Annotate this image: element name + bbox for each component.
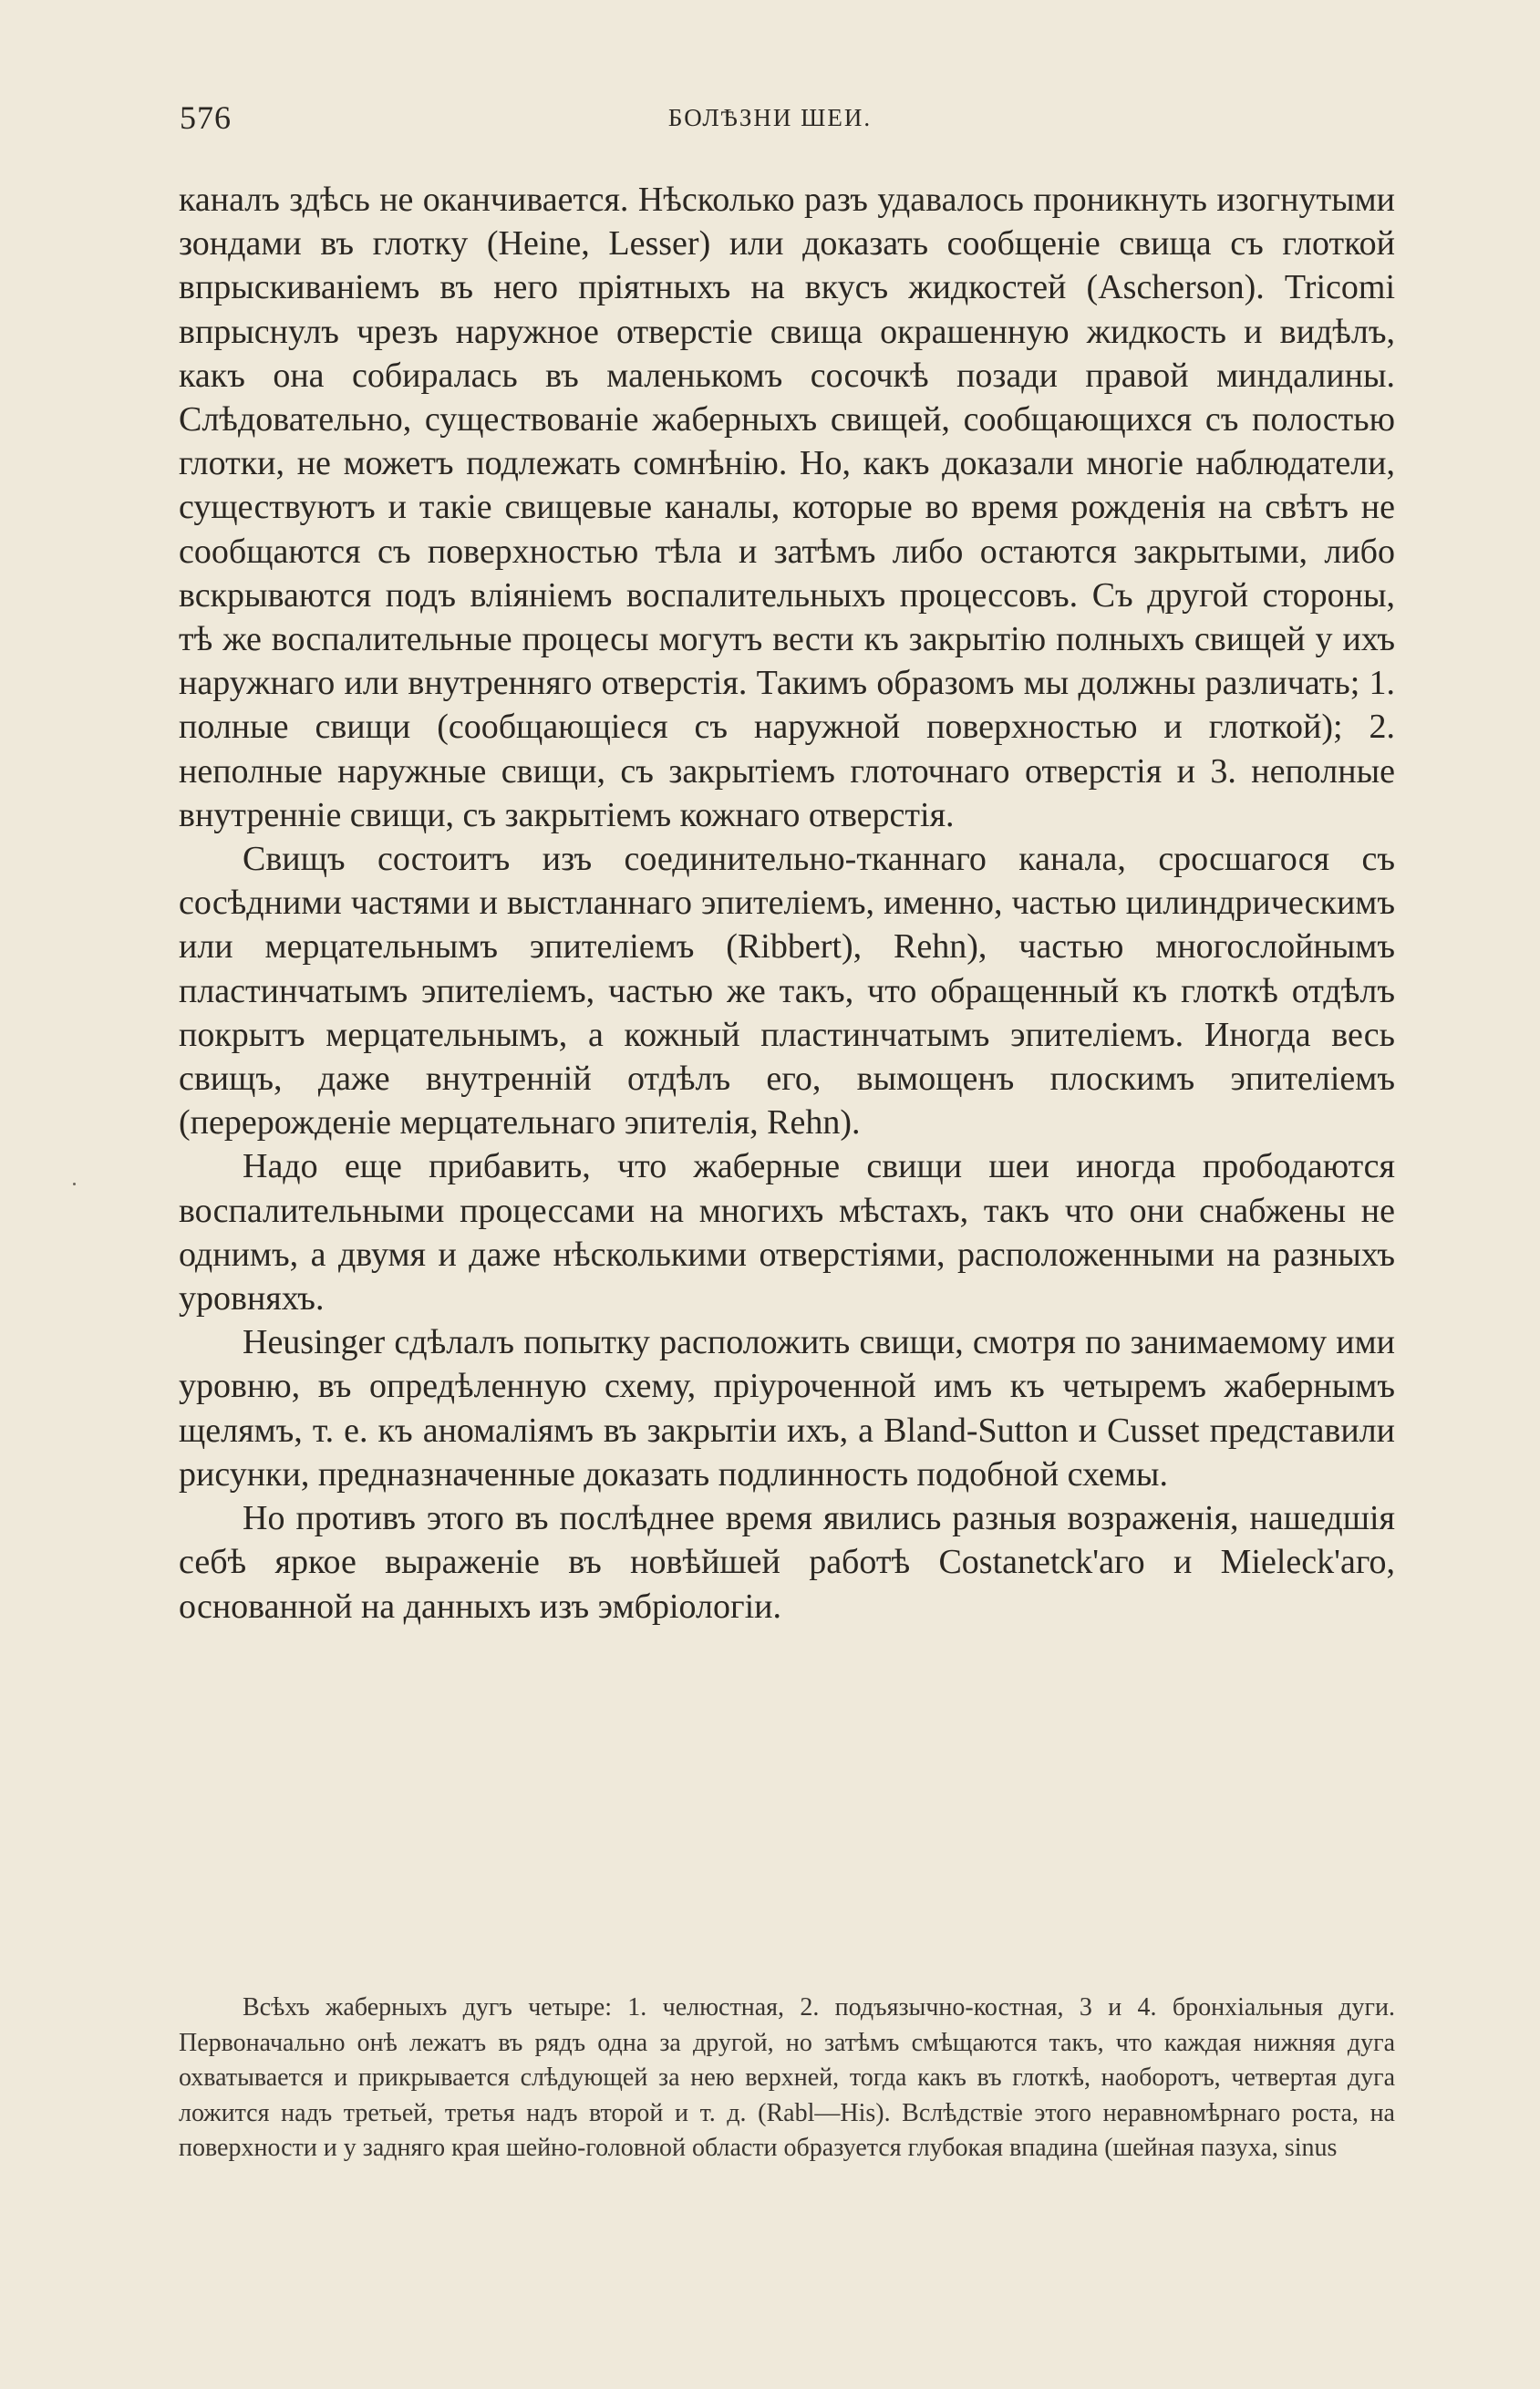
paragraph: каналъ здѣсь не оканчивается. Нѣсколько разъ удавалось проникнуть изогнутыми зондами въ глотку (Heine, Lesser) или доказать сообщенiе свища съ глоткой впрыскиванiемъ въ него прiятныхъ на вкусъ жидкостей (Ascherson). Tricomi впрыснулъ чрезъ наружное отверстiе свища окрашенную жидкость и видѣлъ, какъ она собиралась въ маленькомъ сосочкѣ позади правой миндалины. Слѣдовательно, существованiе жаберныхъ свищей, сообщающихся съ полостью глотки, не можетъ подлежать сомнѣнiю. Но, какъ доказали многiе наблюдатели, существуютъ и такiе свищевые каналы, которые во время рожденiя на свѣтъ не сообщаются съ поверхностью тѣла и затѣмъ либо остаются закрытыми, либо вскрываются подъ влiянiемъ воспалительныхъ процессовъ. Съ другой стороны, тѣ же воспалительные процесы могутъ вести къ закрытiю полныхъ свищей у ихъ наружнаго или внутренняго отверстiя. Такимъ образомъ мы должны различать; 1. полные свищи (сообщающiеся съ наружной поверхностью и глоткой); 2. неполные наружные свищи, съ закрытiемъ глоточнаго отверстiя и 3. неполные внутреннiе свищи, съ закрытiемъ кожнаго отверстiя.	[179, 181, 1395, 834]
paragraph: Но противъ этого въ послѣднее время явились разныя возраженiя, нашедшiя себѣ яркое выраженiе въ новѣйшей работѣ Costanetck'аго и Mieleck'аго, основанной на данныхъ изъ эмбрiологiи.	[179, 1499, 1395, 1626]
paragraph: Надо еще прибавить, что жаберные свищи шеи иногда прободаются воспалительными процессами на многихъ мѣстахъ, такъ что они снабжены не однимъ, а двумя и даже нѣсколькими отверстiями, расположенными на разныхъ уровняхъ.	[179, 1147, 1395, 1319]
footnote: Всѣхъ жаберныхъ дугъ четыре: 1. челюстная, 2. подъязычно-костная, 3 и 4. бронхiальныя дуги. Первоначально онѣ лежатъ въ рядъ одна за другой, но затѣмъ смѣщаются такъ, что каждая нижняя дуга охватывается и прикрывается слѣдующей за нею верхней, тогда какъ въ глоткѣ, наоборотъ, четвертая дуга ложится надъ третьей, третья надъ второй и т. д. (Rabl—His). Вслѣдствiе этого неравномѣрнаго роста, на поверхности и у задняго края шейно-головной области образуется глубокая впадина (шейная пазуха, sinus	[179, 1993, 1395, 2162]
paper-speck	[73, 1183, 76, 1185]
running-title: БОЛѢЗНИ ШЕИ.	[667, 104, 873, 131]
main-text	[179, 178, 1395, 1629]
paragraph: Свищъ состоитъ изъ соединительно-тканнаго канала, сросшагося съ сосѣдними частями и выстланнаго эпителiемъ, именно, частью цилиндрическимъ или мерцательнымъ эпителiемъ (Ribbert), Rehn), частью многослойнымъ пластинчатымъ эпителiемъ, частью же такъ, что обращенный къ глоткѣ отдѣлъ покрытъ мерцательнымъ, а кожный пластинчатымъ эпителiемъ. Иногда весь свищъ, даже внутреннiй отдѣлъ его, вымощенъ плоскимъ эпителiемъ (перерожденiе мерцательнаго эпителiя, Rehn).	[179, 840, 1395, 1143]
paragraph: Heusinger сдѣлалъ попытку расположить свищи, смотря по занимаемому ими уровню, въ опредѣленную схему, прiуроченной имъ къ четыремъ жабернымъ щелямъ, т. е. къ аномалiямъ въ закрытiи ихъ, а Bland-Sutton и Cusset представили рисунки, предназначенные доказать подлинность подобной схемы.	[179, 1323, 1395, 1494]
page-header	[0, 98, 1540, 153]
page-number: 576	[180, 99, 232, 136]
